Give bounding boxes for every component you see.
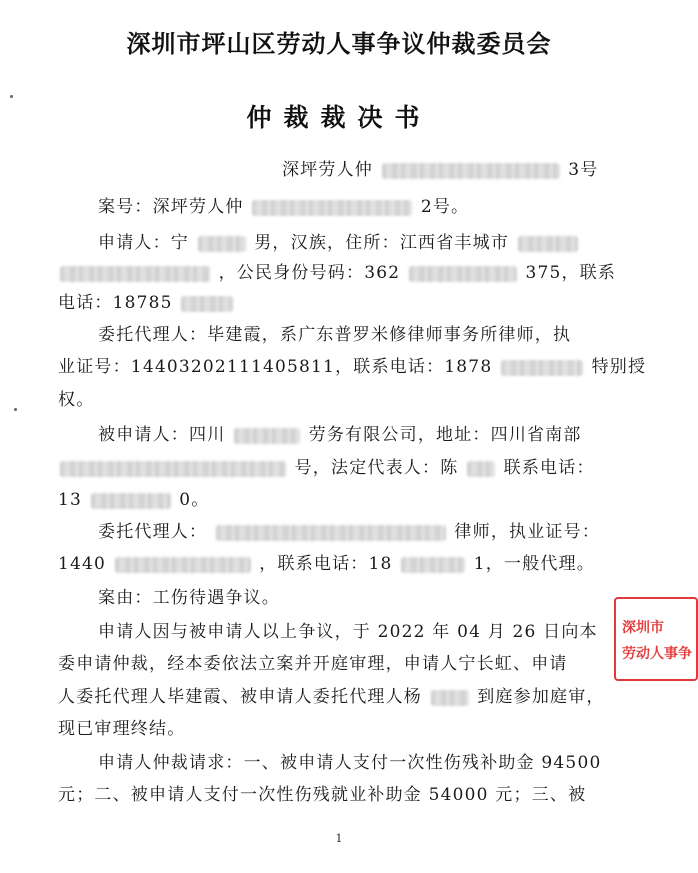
doc-number-prefix: 深坪劳人仲	[282, 160, 373, 180]
case-number-line	[98, 199, 469, 216]
document-number	[282, 162, 598, 179]
para2-line2: 元；二、被申请人支付一次性伤残就业补助金 54000 元；三、被	[58, 785, 587, 805]
agent2-phone: ，联系电话：18	[259, 554, 393, 574]
doc-number-suffix: 3号	[568, 160, 599, 180]
agent1-line3: 权。	[58, 390, 95, 410]
para1-line2: 委申请仲裁，经本委依法立案并开庭审理，申请人宁长虹、申请	[58, 654, 568, 674]
respondent-phone-start: 13	[58, 490, 83, 510]
applicant-line	[98, 235, 580, 252]
respondent-line2	[58, 460, 595, 477]
redacted-block	[431, 690, 469, 706]
phone-label: 电话：18785	[58, 293, 173, 313]
redacted-block	[409, 266, 517, 282]
stamp-line1: 深圳市	[622, 620, 664, 636]
para1-line1: 申请人因与被申请人以上争议，于 2022 年 04 月 26 日向本	[98, 622, 598, 642]
respondent-phone-label: 联系电话：	[503, 458, 595, 478]
agent2-authority: 1，一般代理。	[473, 554, 595, 574]
respondent-line3	[58, 492, 209, 509]
case-cause: 案由：工伤待遇争议。	[98, 588, 280, 608]
agent2-info: 律师，执业证号：	[454, 522, 601, 542]
agent1-line1: 委托代理人：毕建霞，系广东普罗米修律师事务所律师，执	[98, 325, 572, 345]
agent2-line1	[98, 524, 600, 541]
respondent-info: 劳务有限公司，地址：四川省南部	[308, 425, 582, 445]
agent1-license: 业证号：14403202111405811，联系电话：1878	[58, 357, 493, 377]
agent2-label: 委托代理人：	[98, 522, 208, 542]
agent1-line2	[58, 359, 646, 376]
para1-line3	[58, 689, 605, 706]
case-number-suffix: 2号。	[420, 197, 470, 217]
scan-speck	[10, 95, 13, 98]
applicant-phone-line	[58, 295, 235, 312]
redacted-block	[467, 461, 495, 477]
redacted-block	[252, 200, 412, 216]
para1-line3-end: 到庭参加庭审，	[477, 687, 605, 707]
redacted-block	[382, 163, 560, 179]
scan-speck	[14, 408, 17, 411]
para2-line1: 申请人仲裁请求：一、被申请人支付一次性伤残补助金 94500	[98, 753, 602, 773]
id-label: ，公民身份号码：362	[218, 263, 401, 283]
id-suffix: 375，联系	[525, 263, 617, 283]
organization-title: 深圳市坪山区劳动人事争议仲裁委员会	[126, 30, 552, 58]
redacted-block	[60, 461, 286, 477]
stamp-line2: 劳动人事争	[622, 646, 692, 662]
redacted-block	[216, 525, 446, 541]
official-seal-stamp	[614, 597, 698, 681]
legal-rep: 号，法定代表人：陈	[294, 458, 459, 478]
redacted-block	[181, 296, 233, 312]
respondent-line	[98, 427, 582, 444]
redacted-block	[198, 236, 246, 252]
redacted-block	[401, 557, 465, 573]
redacted-block	[115, 557, 251, 573]
case-number-label: 案号：深坪劳人仲	[98, 197, 244, 217]
redacted-block	[91, 493, 171, 509]
redacted-block	[60, 266, 210, 282]
redacted-block	[501, 360, 583, 376]
agent2-line2	[58, 556, 595, 573]
document-title: 仲裁裁决书	[246, 103, 432, 132]
page-number: 1	[335, 832, 343, 845]
para1-line3-start: 人委托代理人毕建霞、被申请人委托代理人杨	[58, 687, 422, 707]
applicant-label: 申请人：宁	[98, 233, 189, 253]
redacted-block	[234, 428, 300, 444]
respondent-label: 被申请人：四川	[98, 425, 226, 445]
applicant-info: 男，汉族，住所：江西省丰城市	[254, 233, 510, 253]
respondent-phone-end: 0。	[179, 490, 210, 510]
redacted-block	[518, 236, 578, 252]
agent1-authority: 特别授	[591, 357, 647, 377]
agent2-license: 1440	[58, 554, 107, 574]
para1-line4: 现已审理终结。	[58, 719, 186, 739]
applicant-id-line	[58, 265, 616, 282]
